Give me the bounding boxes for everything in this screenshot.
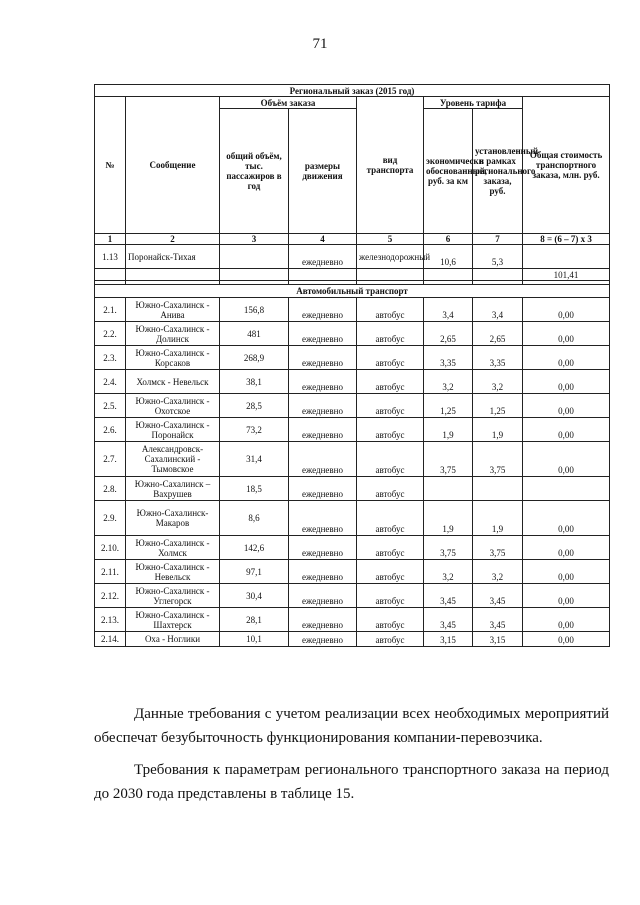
row-frequency: ежедневно	[289, 394, 357, 418]
row-transport: автобус	[357, 418, 424, 442]
table-row	[95, 346, 610, 370]
row-total-cost: 0,00	[523, 584, 610, 608]
row-volume: 10,1	[220, 632, 289, 647]
column-number: 2	[126, 234, 220, 245]
row-route: Южно-Сахалинск - Углегорск	[126, 584, 220, 608]
table-row	[95, 322, 610, 346]
row-number: 2.5.	[95, 394, 126, 418]
header-economic-tariff: экономически обоснованный, руб. за км	[424, 109, 473, 234]
row-economic-tariff: 1,25	[424, 394, 473, 418]
row-route: Южно-Сахалинск - Долинск	[126, 322, 220, 346]
row-total-cost	[523, 477, 610, 501]
column-number: 1	[95, 234, 126, 245]
row-number: 2.2.	[95, 322, 126, 346]
row-number: 2.10.	[95, 536, 126, 560]
row-transport: автобус	[357, 477, 424, 501]
subtotal-row	[95, 269, 610, 281]
row-number: 2.7.	[95, 442, 126, 477]
row-total-cost: 0,00	[523, 608, 610, 632]
row-set-tariff: 1,9	[473, 501, 523, 536]
row-total-cost: 0,00	[523, 322, 610, 346]
column-number: 3	[220, 234, 289, 245]
subtotal-value: 101,41	[523, 269, 610, 281]
row-total-cost: 0,00	[523, 370, 610, 394]
row-number: 2.14.	[95, 632, 126, 647]
row-volume: 481	[220, 322, 289, 346]
row-route: Южно-Сахалинск - Корсаков	[126, 346, 220, 370]
row-set-tariff: 2,65	[473, 322, 523, 346]
section-header-row	[95, 285, 610, 298]
row-volume: 97,1	[220, 560, 289, 584]
row-route: Оха - Ноглики	[126, 632, 220, 647]
table-row	[95, 442, 610, 477]
row-route: Южно-Сахалинск - Шахтерск	[126, 608, 220, 632]
column-number: 6	[424, 234, 473, 245]
table-caption-row	[95, 85, 610, 97]
row-set-tariff	[473, 477, 523, 501]
header-set-tariff: установленный в рамках регионального заказа, руб.	[473, 109, 523, 234]
row-volume: 38,1	[220, 370, 289, 394]
row-volume: 268,9	[220, 346, 289, 370]
row-route: Южно-Сахалинск- Макаров	[126, 501, 220, 536]
row-transport: автобус	[357, 394, 424, 418]
row-volume: 28,5	[220, 394, 289, 418]
row-total-cost: 0,00	[523, 632, 610, 647]
table-row	[95, 560, 610, 584]
row-transport: автобус	[357, 608, 424, 632]
row-economic-tariff: 1,9	[424, 501, 473, 536]
row-number: 2.9.	[95, 501, 126, 536]
regional-order-table	[94, 84, 610, 647]
row-route: Холмск - Невельск	[126, 370, 220, 394]
row-transport: автобус	[357, 346, 424, 370]
row-economic-tariff	[424, 477, 473, 501]
table-row	[95, 245, 610, 269]
table-row	[95, 370, 610, 394]
row-frequency: ежедневно	[289, 608, 357, 632]
column-number: 4	[289, 234, 357, 245]
row-set-tariff: 1,25	[473, 394, 523, 418]
table-row	[95, 477, 610, 501]
row-volume: 142,6	[220, 536, 289, 560]
table-row	[95, 632, 610, 647]
header-route: Сообщение	[126, 97, 220, 234]
page-number: 71	[312, 36, 328, 52]
row-set-tariff: 3,45	[473, 608, 523, 632]
row-frequency: ежедневно	[289, 536, 357, 560]
row-set-tariff: 3,2	[473, 370, 523, 394]
row-set-tariff: 3,75	[473, 536, 523, 560]
row-transport: автобус	[357, 298, 424, 322]
row-total-cost: 0,00	[523, 418, 610, 442]
row-volume: 8,6	[220, 501, 289, 536]
row-set-tariff: 3,45	[473, 584, 523, 608]
column-number: 5	[357, 234, 424, 245]
row-economic-tariff: 10,6	[424, 245, 473, 269]
row-transport: автобус	[357, 632, 424, 647]
row-frequency: ежедневно	[289, 418, 357, 442]
row-transport: автобус	[357, 322, 424, 346]
table-group-header-row	[95, 97, 610, 109]
row-route: Южно-Сахалинск - Охотское	[126, 394, 220, 418]
row-economic-tariff: 3,35	[424, 346, 473, 370]
row-frequency: ежедневно	[289, 298, 357, 322]
table-row	[95, 394, 610, 418]
row-number: 2.12.	[95, 584, 126, 608]
row-total-cost: 0,00	[523, 346, 610, 370]
header-volume-group: Объём заказа	[220, 97, 357, 109]
row-volume: 156,8	[220, 298, 289, 322]
table-row	[95, 536, 610, 560]
row-total-cost: 0,00	[523, 298, 610, 322]
table-caption: Региональный заказ (2015 год)	[95, 85, 610, 97]
row-volume: 30,4	[220, 584, 289, 608]
row-set-tariff: 3,2	[473, 560, 523, 584]
row-economic-tariff: 3,2	[424, 560, 473, 584]
row-volume: 31,4	[220, 442, 289, 477]
row-frequency: ежедневно	[289, 560, 357, 584]
row-set-tariff: 1,9	[473, 418, 523, 442]
row-transport: автобус	[357, 584, 424, 608]
row-transport: автобус	[357, 370, 424, 394]
row-number: 2.11.	[95, 560, 126, 584]
row-economic-tariff: 3,4	[424, 298, 473, 322]
header-transport: вид транспорта	[357, 97, 424, 234]
header-no: №	[95, 97, 126, 234]
row-frequency: ежедневно	[289, 442, 357, 477]
row-frequency: ежедневно	[289, 370, 357, 394]
row-transport: автобус	[357, 501, 424, 536]
row-route: Южно-Сахалинск - Анива	[126, 298, 220, 322]
row-volume: 28,1	[220, 608, 289, 632]
row-transport: автобус	[357, 560, 424, 584]
row-frequency: ежедневно	[289, 584, 357, 608]
table-row	[95, 584, 610, 608]
row-total-cost	[523, 245, 610, 269]
row-economic-tariff: 1,9	[424, 418, 473, 442]
row-set-tariff: 3,15	[473, 632, 523, 647]
table-row	[95, 501, 610, 536]
header-frequency: размеры движения	[289, 109, 357, 234]
row-set-tariff: 5,3	[473, 245, 523, 269]
row-economic-tariff: 3,75	[424, 536, 473, 560]
row-number: 2.4.	[95, 370, 126, 394]
row-economic-tariff: 3,75	[424, 442, 473, 477]
row-total-cost: 0,00	[523, 560, 610, 584]
header-tariff-group: Уровень тарифа	[424, 97, 523, 109]
row-volume: 73,2	[220, 418, 289, 442]
row-set-tariff: 3,4	[473, 298, 523, 322]
row-economic-tariff: 3,45	[424, 584, 473, 608]
row-total-cost: 0,00	[523, 536, 610, 560]
row-frequency: ежедневно	[289, 245, 357, 269]
row-economic-tariff: 2,65	[424, 322, 473, 346]
row-economic-tariff: 3,15	[424, 632, 473, 647]
column-number: 8 = (6 – 7) x 3	[523, 234, 610, 245]
row-transport: железнодорожный	[357, 245, 424, 269]
row-frequency: ежедневно	[289, 632, 357, 647]
section-auto-transport: Автомобильный транспорт	[95, 285, 610, 298]
row-number: 2.8.	[95, 477, 126, 501]
header-total-volume: общий объём, тыс. пассажиров в год	[220, 109, 289, 234]
row-route: Александровск-Сахалинский - Тымовское	[126, 442, 220, 477]
row-frequency: ежедневно	[289, 322, 357, 346]
row-route: Южно-Сахалинск - Невельск	[126, 560, 220, 584]
row-volume: 18,5	[220, 477, 289, 501]
row-volume	[220, 245, 289, 269]
row-set-tariff: 3,75	[473, 442, 523, 477]
table-row	[95, 608, 610, 632]
row-number: 1.13	[95, 245, 126, 269]
paragraph-1: Данные требования с учетом реализации всех необходимых мероприятий обеспечат безубыточность функционирования компании-перевозчика.	[94, 706, 609, 746]
row-total-cost: 0,00	[523, 442, 610, 477]
row-route: Южно-Сахалинск - Холмск	[126, 536, 220, 560]
table-row	[95, 418, 610, 442]
row-frequency: ежедневно	[289, 501, 357, 536]
row-number: 2.6.	[95, 418, 126, 442]
row-frequency: ежедневно	[289, 477, 357, 501]
column-number: 7	[473, 234, 523, 245]
paragraph-2: Требования к параметрам регионального транспортного заказа на период до 2030 года представлены в таблице 15.	[94, 762, 609, 802]
row-route: Поронайск-Тихая	[126, 245, 220, 269]
column-number-row	[95, 234, 610, 245]
row-total-cost: 0,00	[523, 394, 610, 418]
row-transport: автобус	[357, 442, 424, 477]
row-economic-tariff: 3,2	[424, 370, 473, 394]
row-number: 2.3.	[95, 346, 126, 370]
row-economic-tariff: 3,45	[424, 608, 473, 632]
row-total-cost: 0,00	[523, 501, 610, 536]
row-number: 2.1.	[95, 298, 126, 322]
row-frequency: ежедневно	[289, 346, 357, 370]
row-number: 2.13.	[95, 608, 126, 632]
row-route: Южно-Сахалинск – Вахрушев	[126, 477, 220, 501]
table-row	[95, 298, 610, 322]
row-transport: автобус	[357, 536, 424, 560]
header-total-cost: Общая стоимость транспортного заказа, млн. руб.	[523, 97, 610, 234]
row-set-tariff: 3,35	[473, 346, 523, 370]
row-route: Южно-Сахалинск - Поронайск	[126, 418, 220, 442]
